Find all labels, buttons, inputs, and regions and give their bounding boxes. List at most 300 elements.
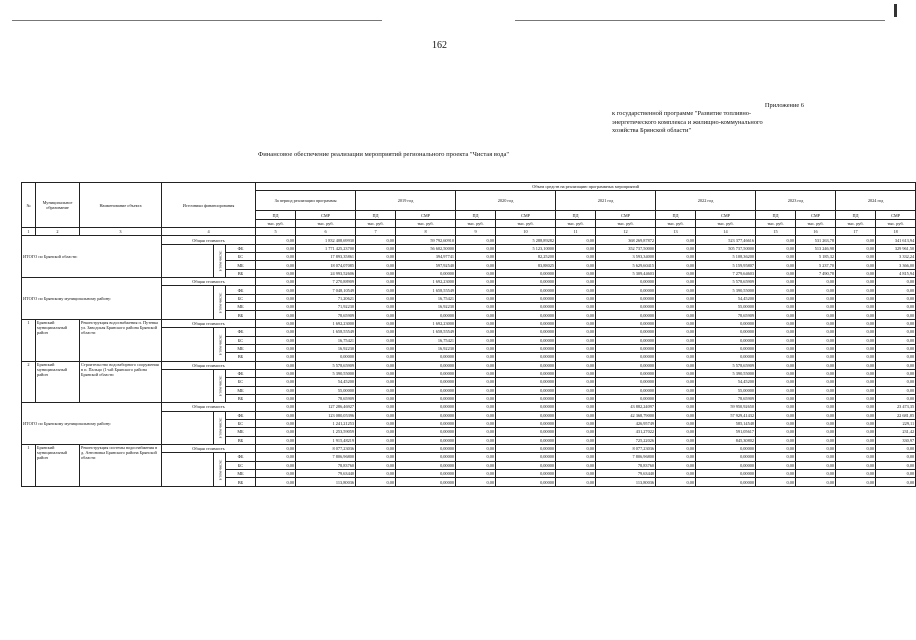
pd-value: 0,00 [356,369,396,377]
smr-value: 0,00000 [496,419,556,427]
pd-value: 0,00 [356,278,396,286]
table-row [22,319,916,327]
pd-value: 0,00 [756,294,796,302]
smr-value: 0,00000 [496,470,556,478]
pd-value: 0,00 [756,319,796,327]
smr-value: 0,00000 [396,369,456,377]
smr-value: 24 993,52606 [296,269,356,277]
pd-value: 0,00 [656,294,696,302]
pd-value: 0,00 [556,344,596,352]
pd-value: 0,00 [456,470,496,478]
pd-value: 0,00 [656,361,696,369]
smr-value: 0,00 [796,470,836,478]
smr-value: 0,00 [876,394,916,402]
smr-value: 0,00 [876,478,916,486]
pd-value: 0,00 [256,303,296,311]
pd-value: 0,00 [256,236,296,244]
source-label: ФБ [226,286,256,294]
total-cost-label: Общая стоимость [162,236,256,244]
pd-value: 0,00 [356,344,396,352]
smr-value: 79,63440 [596,470,656,478]
incl-label: в том числе: [214,411,226,444]
pd-value: 0,00 [356,419,396,427]
smr-value: 42 368,79000 [596,411,656,419]
pd-value: 0,00 [356,236,396,244]
pd-value: 0,00 [556,269,596,277]
smr-header: СМР [496,211,556,219]
smr-value: 531 263,78 [796,236,836,244]
smr-value: 17 893,35861 [296,253,356,261]
smr-value: 16,92230 [396,303,456,311]
pd-value: 0,00 [836,419,876,427]
column-number: 10 [496,228,556,236]
smr-value: 0,00 [876,336,916,344]
pd-value: 0,00 [836,294,876,302]
pd-value: 0,00 [256,461,296,469]
pd-value: 0,00 [836,328,876,336]
pd-value: 0,00 [356,336,396,344]
smr-value: 0,00 [876,344,916,352]
smr-value: 0,00000 [596,319,656,327]
col-object-header: Наименование объекта [80,183,162,228]
smr-value: 513 246,98 [796,244,836,252]
pd-value: 0,00 [456,444,496,452]
smr-value: 78,65909 [696,311,756,319]
smr-value: 78,65909 [696,394,756,402]
pd-header: ПД [836,211,876,219]
smr-value: 1 658,55549 [296,328,356,336]
smr-header: СМР [796,211,836,219]
smr-value: 5 108,36200 [696,253,756,261]
pd-value: 0,00 [556,386,596,394]
smr-value: 5 390,55000 [696,286,756,294]
smr-value: 0,00000 [396,269,456,277]
smr-value: 0,00 [796,294,836,302]
pd-value: 0,00 [756,461,796,469]
smr-value: 0,00000 [596,294,656,302]
document-title: Финансовое обеспечение реализации мероприятий регионального проекта "Чистая вода" [258,151,510,158]
smr-value: 123 080,05396 [296,411,356,419]
smr-value: 0,00000 [396,478,456,486]
pd-value: 0,00 [356,453,396,461]
smr-value: 0,00000 [496,453,556,461]
column-number: 13 [656,228,696,236]
pd-value: 0,00 [256,286,296,294]
pd-value: 0,00 [556,303,596,311]
smr-value: 54,45200 [696,378,756,386]
pd-value: 0,00 [456,269,496,277]
smr-value: 585,14548 [696,419,756,427]
smr-value: 0,00000 [496,403,556,411]
pd-value: 0,00 [836,386,876,394]
incl-label: в том числе: [214,369,226,402]
pd-value: 0,00 [456,411,496,419]
source-label: БС [226,294,256,302]
pd-value: 0,00 [256,344,296,352]
smr-value: 16,75421 [396,336,456,344]
smr-value: 0,00 [796,344,836,352]
unit-header: тыс. руб. [836,219,876,227]
object-name: Строительство водозаборного сооружения в п. Пальцо (1-ый Брянского района Брянской области [80,361,162,403]
pd-value: 0,00 [756,403,796,411]
smr-value: 8 077,23036 [596,444,656,452]
pd-value: 0,00 [256,470,296,478]
smr-value: 127 286,46927 [296,403,356,411]
row-number: 1 [22,444,36,486]
pd-value: 0,00 [836,378,876,386]
smr-value: 57 929,41432 [696,411,756,419]
pd-value: 0,00 [656,353,696,361]
pd-value: 0,00 [656,236,696,244]
pd-value: 0,00 [456,344,496,352]
pd-value: 0,00 [556,353,596,361]
smr-value: 0,00000 [696,478,756,486]
smr-value: 71,92230 [296,303,356,311]
object-name: Реконструкция системы водоснабжения в д. Антоновка Брянского района Брянской области [80,444,162,486]
pd-header: ПД [456,211,496,219]
source-label: ФБ [226,411,256,419]
smr-value: 341 613,94 [876,236,916,244]
smr-value: 0,00000 [496,444,556,452]
smr-value: 0,00 [876,361,916,369]
smr-value: 0,00 [796,286,836,294]
column-number: 18 [876,228,916,236]
total-cost-label: Общая стоимость [162,278,256,286]
pd-value: 0,00 [836,361,876,369]
pd-value: 0,00 [356,394,396,402]
source-label: БС [226,336,256,344]
pd-value: 0,00 [356,328,396,336]
unit-header: тыс. руб. [356,219,396,227]
pd-value: 0,00 [356,461,396,469]
pd-value: 0,00 [356,444,396,452]
smr-value: 394,97741 [396,253,456,261]
source-label: МБ [226,303,256,311]
pd-value: 0,00 [756,478,796,486]
pd-value: 0,00 [836,278,876,286]
smr-value: 0,00000 [396,436,456,444]
col-total-volume-header: Объем средств на реализацию программных мероприятий [256,183,916,191]
pd-value: 0,00 [456,386,496,394]
smr-value: 0,00000 [496,461,556,469]
appendix-line-4: хозяйства Брянской области" [612,126,692,134]
source-spacer [162,453,214,486]
pd-value: 0,00 [456,461,496,469]
pd-value: 0,00 [256,253,296,261]
smr-value: 0,00000 [496,436,556,444]
column-number: 5 [256,228,296,236]
pd-value: 0,00 [456,328,496,336]
pd-value: 0,00 [256,386,296,394]
column-number: 16 [796,228,836,236]
pd-value: 0,00 [456,428,496,436]
financing-table [21,182,916,487]
smr-value: 0,00 [796,278,836,286]
smr-value: 0,00 [796,319,836,327]
source-label: БС [226,378,256,386]
municipality-name: Брянский муниципальный район [36,319,80,361]
pd-value: 0,00 [656,369,696,377]
pd-value: 0,00 [836,436,876,444]
smr-value: 0,00 [796,453,836,461]
table-row [22,444,916,452]
smr-value: 0,00000 [496,294,556,302]
smr-value: 0,00 [796,336,836,344]
pd-value: 0,00 [356,261,396,269]
pd-value: 0,00 [836,336,876,344]
table-row [22,403,916,411]
smr-value: 7 048,10549 [296,286,356,294]
smr-value: 0,00000 [596,394,656,402]
smr-value: 0,00000 [696,353,756,361]
pd-value: 0,00 [256,369,296,377]
smr-value: 352 737,50000 [596,244,656,252]
pd-value: 0,00 [256,278,296,286]
pd-value: 0,00 [456,478,496,486]
smr-value: 71,20621 [296,294,356,302]
pd-value: 0,00 [756,411,796,419]
column-number: 14 [696,228,756,236]
pd-value: 0,00 [836,353,876,361]
pd-value: 0,00 [836,428,876,436]
smr-header: СМР [396,211,456,219]
pd-value: 0,00 [356,411,396,419]
smr-value: 1 658,55549 [396,328,456,336]
pd-value: 0,00 [656,344,696,352]
period-header-6: 2024 год [836,191,916,211]
pd-value: 0,00 [256,353,296,361]
unit-header: тыс. руб. [396,219,456,227]
pd-value: 0,00 [556,436,596,444]
pd-value: 0,00 [836,453,876,461]
pd-value: 0,00 [456,419,496,427]
smr-value: 55,00000 [696,386,756,394]
pd-value: 0,00 [756,253,796,261]
pd-value: 0,00 [656,411,696,419]
unit-header: тыс. руб. [556,219,596,227]
col-num-header: № [22,183,36,228]
smr-value: 0,00 [796,436,836,444]
smr-value: 5 578,65909 [296,361,356,369]
pd-value: 0,00 [556,294,596,302]
period-header-5: 2023 год [756,191,836,211]
pd-value: 0,00 [836,236,876,244]
source-spacer [162,286,214,319]
column-number: 2 [36,228,80,236]
smr-value: 523 377,46616 [696,236,756,244]
smr-value: 0,00000 [696,453,756,461]
smr-value: 3 366,00 [876,261,916,269]
pd-value: 0,00 [256,261,296,269]
smr-value: 5 390,55000 [696,369,756,377]
pd-value: 0,00 [836,444,876,452]
pd-value: 0,00 [756,419,796,427]
source-spacer [162,328,214,361]
source-label: ФБ [226,244,256,252]
smr-value: 0,00 [876,286,916,294]
smr-value: 83,88025 [496,261,556,269]
smr-value: 505 737,50000 [696,244,756,252]
pd-value: 0,00 [456,378,496,386]
pd-value: 0,00 [356,361,396,369]
unit-header: тыс. руб. [656,219,696,227]
pd-value: 0,00 [456,436,496,444]
pd-value: 0,00 [256,319,296,327]
smr-value: 5 123,10000 [496,244,556,252]
pd-value: 0,00 [836,411,876,419]
source-label: БС [226,253,256,261]
smr-value: 5 288,89282 [496,236,556,244]
pd-value: 0,00 [656,286,696,294]
pd-value: 0,00 [656,444,696,452]
pd-value: 0,00 [756,328,796,336]
smr-value: 5 309,44603 [596,269,656,277]
smr-value: 55,00000 [296,386,356,394]
smr-value: 54,45200 [296,378,356,386]
pd-value: 0,00 [756,386,796,394]
total-cost-label: Общая стоимость [162,444,256,452]
smr-value: 0,00000 [596,286,656,294]
pd-value: 0,00 [656,328,696,336]
block-total-label: ИТОГО по Брянской области: [22,236,162,278]
smr-value: 22 681,85 [876,411,916,419]
pd-value: 0,00 [656,453,696,461]
smr-value: 0,00000 [496,361,556,369]
pd-value: 0,00 [556,311,596,319]
source-label: ФБ [226,369,256,377]
pd-value: 0,00 [456,294,496,302]
smr-value: 330,97 [876,436,916,444]
smr-value: 1 692,23000 [396,278,456,286]
pd-value: 0,00 [656,319,696,327]
pd-value: 0,00 [656,394,696,402]
smr-value: 43 882,24097 [596,403,656,411]
source-label: ВБ [226,269,256,277]
smr-value: 16,92230 [396,344,456,352]
source-label: МБ [226,470,256,478]
unit-header: тыс. руб. [696,219,756,227]
smr-value: 56 602,50000 [396,244,456,252]
smr-value: 0,00000 [496,478,556,486]
pd-value: 0,00 [256,269,296,277]
pd-value: 0,00 [256,328,296,336]
smr-value: 5 159,95807 [696,261,756,269]
column-number: 17 [836,228,876,236]
pd-value: 0,00 [556,470,596,478]
smr-value: 0,00000 [696,336,756,344]
column-number: 11 [556,228,596,236]
pd-value: 0,00 [556,278,596,286]
pd-value: 0,00 [256,294,296,302]
unit-header: тыс. руб. [796,219,836,227]
unit-header: тыс. руб. [596,219,656,227]
smr-value: 0,00000 [496,311,556,319]
pd-value: 0,00 [756,344,796,352]
smr-value: 0,00000 [596,278,656,286]
table-row [22,278,916,286]
smr-value: 82,25200 [496,253,556,261]
smr-header: СМР [596,211,656,219]
pd-value: 0,00 [356,403,396,411]
pd-value: 0,00 [256,478,296,486]
total-cost-label: Общая стоимость [162,361,256,369]
pd-value: 0,00 [756,436,796,444]
pd-value: 0,00 [256,244,296,252]
pd-value: 0,00 [556,444,596,452]
pd-value: 0,00 [756,269,796,277]
source-label: ФБ [226,328,256,336]
pd-value: 0,00 [756,353,796,361]
unit-header: тыс. руб. [876,219,916,227]
pd-value: 0,00 [836,369,876,377]
pd-value: 0,00 [656,311,696,319]
source-label: ВБ [226,353,256,361]
pd-value: 0,00 [356,286,396,294]
column-number: 4 [162,228,256,236]
source-label: ФБ [226,453,256,461]
smr-value: 0,00 [796,403,836,411]
pd-value: 0,00 [256,403,296,411]
source-label: МБ [226,386,256,394]
smr-header: СМР [876,211,916,219]
pd-value: 0,00 [456,403,496,411]
smr-value: 0,00 [876,453,916,461]
pd-value: 0,00 [656,470,696,478]
appendix-line-2: к государственной программе "Развитие топливно- [612,110,752,118]
smr-value: 0,00000 [496,353,556,361]
smr-header: СМР [296,211,356,219]
incl-label: в том числе: [214,244,226,277]
pd-value: 0,00 [456,286,496,294]
smr-value: 0,00 [876,278,916,286]
smr-value: 1 692,23000 [396,319,456,327]
pd-value: 0,00 [256,411,296,419]
smr-value: 0,00 [876,386,916,394]
smr-value: 0,00000 [696,319,756,327]
pd-value: 0,00 [356,436,396,444]
smr-value: 1 771 425,23700 [296,244,356,252]
pd-value: 0,00 [836,261,876,269]
smr-value: 0,00 [796,386,836,394]
unit-header: тыс. руб. [756,219,796,227]
pd-value: 0,00 [556,336,596,344]
smr-value: 0,00 [876,328,916,336]
pd-value: 0,00 [456,261,496,269]
pd-value: 0,00 [456,278,496,286]
source-label: ВБ [226,311,256,319]
pd-header: ПД [356,211,396,219]
pd-value: 0,00 [656,378,696,386]
appendix-line-3: энергетического комплекса и жилищно-коммунального [612,118,763,126]
source-label: БС [226,461,256,469]
source-label: МБ [226,428,256,436]
pd-value: 0,00 [556,286,596,294]
smr-value: 79,63440 [296,470,356,478]
smr-value: 0,00000 [396,386,456,394]
column-number: 7 [356,228,396,236]
appendix-note [612,102,812,135]
smr-value: 0,00 [796,378,836,386]
pd-value: 0,00 [256,311,296,319]
period-header-4: 2022 год [656,191,756,211]
smr-value: 1 692,23000 [296,319,356,327]
pd-value: 0,00 [756,311,796,319]
smr-value: 0,00000 [396,394,456,402]
pd-value: 0,00 [556,378,596,386]
pd-value: 0,00 [836,269,876,277]
pd-value: 0,00 [756,261,796,269]
pd-value: 0,00 [256,419,296,427]
